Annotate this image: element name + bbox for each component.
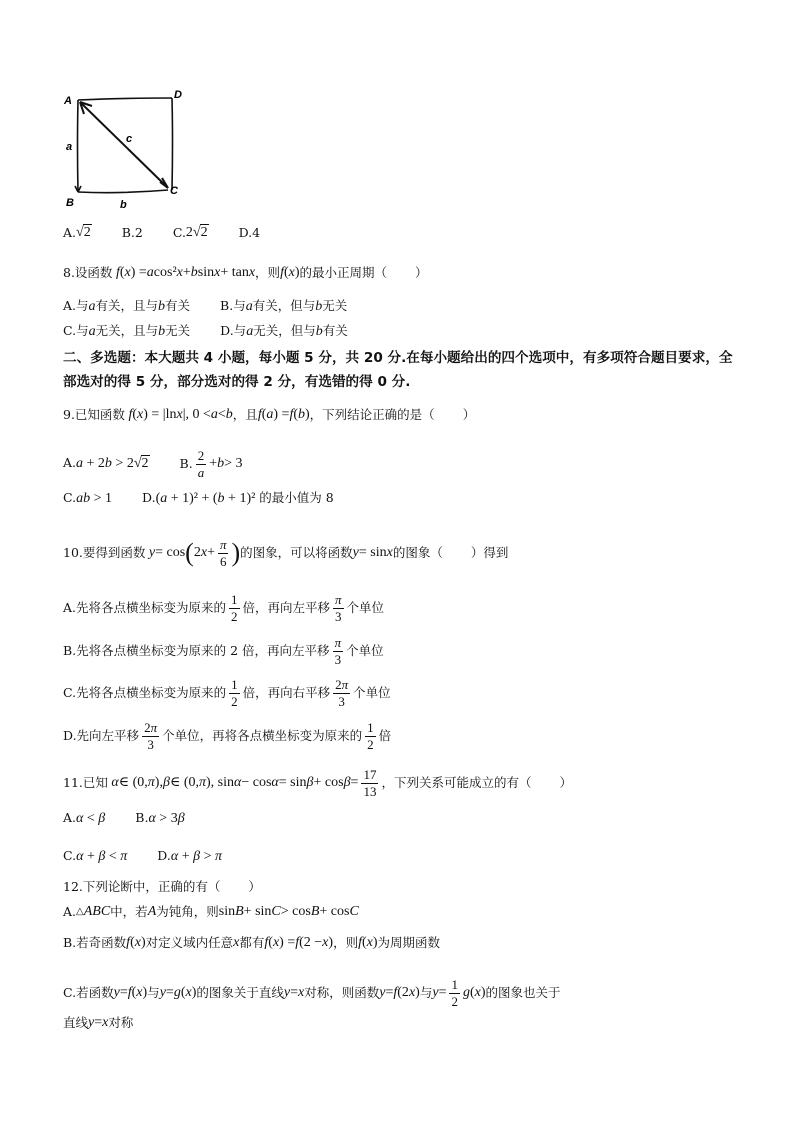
q8-option-b: B.与a有关，但与b无关	[220, 298, 348, 314]
q12-option-c-cont: 直线 y = x 对称	[63, 1014, 134, 1030]
q11-options-ab	[63, 812, 185, 826]
q8-option-a: A.与a有关，且与b有关	[63, 298, 191, 314]
q10-option-b: B.先将各点横坐标变为原来的 2 倍，再向左平移 $\frac{\pi}{3}$ 个单位	[63, 635, 384, 667]
q8-option-c: C.与a无关，且与b无关	[63, 323, 191, 339]
label-C: C	[170, 185, 178, 197]
q8-stem: 8.设函数 f ( x ) = a cos² x + b sin x + tan x ，则 f ( x ) 的最小正周期（ ）	[63, 264, 428, 280]
square-left-edge	[78, 100, 79, 192]
q7-option-c: C.	[172, 224, 186, 240]
label-a: a	[66, 141, 73, 153]
q10-option-a: A.先将各点横坐标变为原来的 $\frac{1}{2}$ 倍，再向左平移 $\frac{\pi}{3}$ 个单位	[63, 592, 385, 624]
section-heading: 二、多选题：本大题共 4 小题，每小题 5 分，共 20 分.在每小题给出的四个选项中，有多项符合题目要求，全部选对的得 5 分，部分选对的得 2 分，有选错的得 0 分.	[63, 350, 733, 390]
square-right-edge	[172, 98, 173, 190]
q7-options: A. √2 B.2 C. 2√2 D.4	[63, 224, 261, 240]
q12-option-b: B.若奇函数 f ( x ) 对定义域内任意 x 都有 f ( x ) = f (2 − x ) ，则 f ( x ) 为周期函数	[63, 934, 441, 950]
q9-options-ab	[63, 449, 243, 479]
q11-option-b: B.α > 3β	[135, 810, 185, 826]
q10-stem: 10.要得到函数 y = cos ( 2 x + $\frac{\pi}{6}$ ) 的图象，可以将函数 y = sin x 的图象（ ）得到	[63, 537, 509, 569]
q12-stem: 12.下列论断中，正确的有（ ）	[63, 879, 261, 894]
q11-stem: 11.已知 α ∈ (0, π ), β ∈ (0, π ), sin α − cos α = sin β + cos β = $\frac{17}{13}$ ，下列关系可能成立的有（ ）	[63, 767, 572, 799]
arrowhead-c	[160, 178, 168, 188]
q8-options-ab	[63, 300, 347, 314]
q11-option-d: D.α + β > π	[157, 848, 222, 864]
q11-options-cd	[63, 850, 222, 864]
square-diagram	[60, 86, 190, 216]
q11-option-c: C.α + β < π	[63, 848, 128, 864]
q12-option-a: A. △ ABC 中，若 A 为钝角，则 sin B + sin C > cos B + cos C	[63, 903, 359, 919]
q7-option-d: D.4	[238, 224, 261, 240]
q8-option-d: D.与a无关，但与b有关	[220, 323, 348, 339]
q9-options-cd	[63, 492, 334, 506]
q9-stem: 9.已知函数 f ( x ) = |ln x |, 0 < a < b ，且 f ( a ) = f ( b ) ，下列结论正确的是（ ）	[63, 406, 476, 422]
square-bottom-edge	[78, 190, 168, 193]
label-B: B	[66, 197, 74, 209]
q9-option-c: C.ab > 1	[63, 490, 112, 506]
q8-options-cd	[63, 325, 348, 339]
label-A: A	[64, 95, 72, 107]
q7-option-b: B.2	[121, 224, 143, 240]
diagonal-arrow-c	[80, 102, 168, 188]
label-c: c	[126, 133, 133, 145]
label-D: D	[174, 89, 182, 101]
q9-option-a: A.a + 2b > 2√2	[63, 455, 149, 472]
q10-option-c: C.先将各点横坐标变为原来的 $\frac{1}{2}$ 倍，再向右平移 $\frac{2\pi}{3}$ 个单位	[63, 677, 391, 709]
q10-option-d: D.先向左平移 $\frac{2\pi}{3}$ 个单位，再将各点横坐标变为原来的 $\frac{1}{2}$ 倍	[63, 720, 392, 752]
label-b: b	[120, 199, 127, 211]
q9-option-b: B. $\frac{2}{a}$ + b > 3	[179, 448, 243, 480]
q12-option-c: C.若函数 y = f ( x ) 与 y = g ( x ) 的图象关于直线 y = x 对称，则函数 y = f (2 x ) 与 y = $\frac{1}{2}$ g ( x ) 的图象也关于	[63, 977, 561, 1009]
q11-option-a: A.α < β	[63, 810, 106, 826]
q7-option-a: A.	[63, 224, 77, 240]
square-top-edge	[78, 98, 172, 100]
q9-option-d: D.(a + 1)² + (b + 1)² 的最小值为 8	[142, 490, 334, 506]
